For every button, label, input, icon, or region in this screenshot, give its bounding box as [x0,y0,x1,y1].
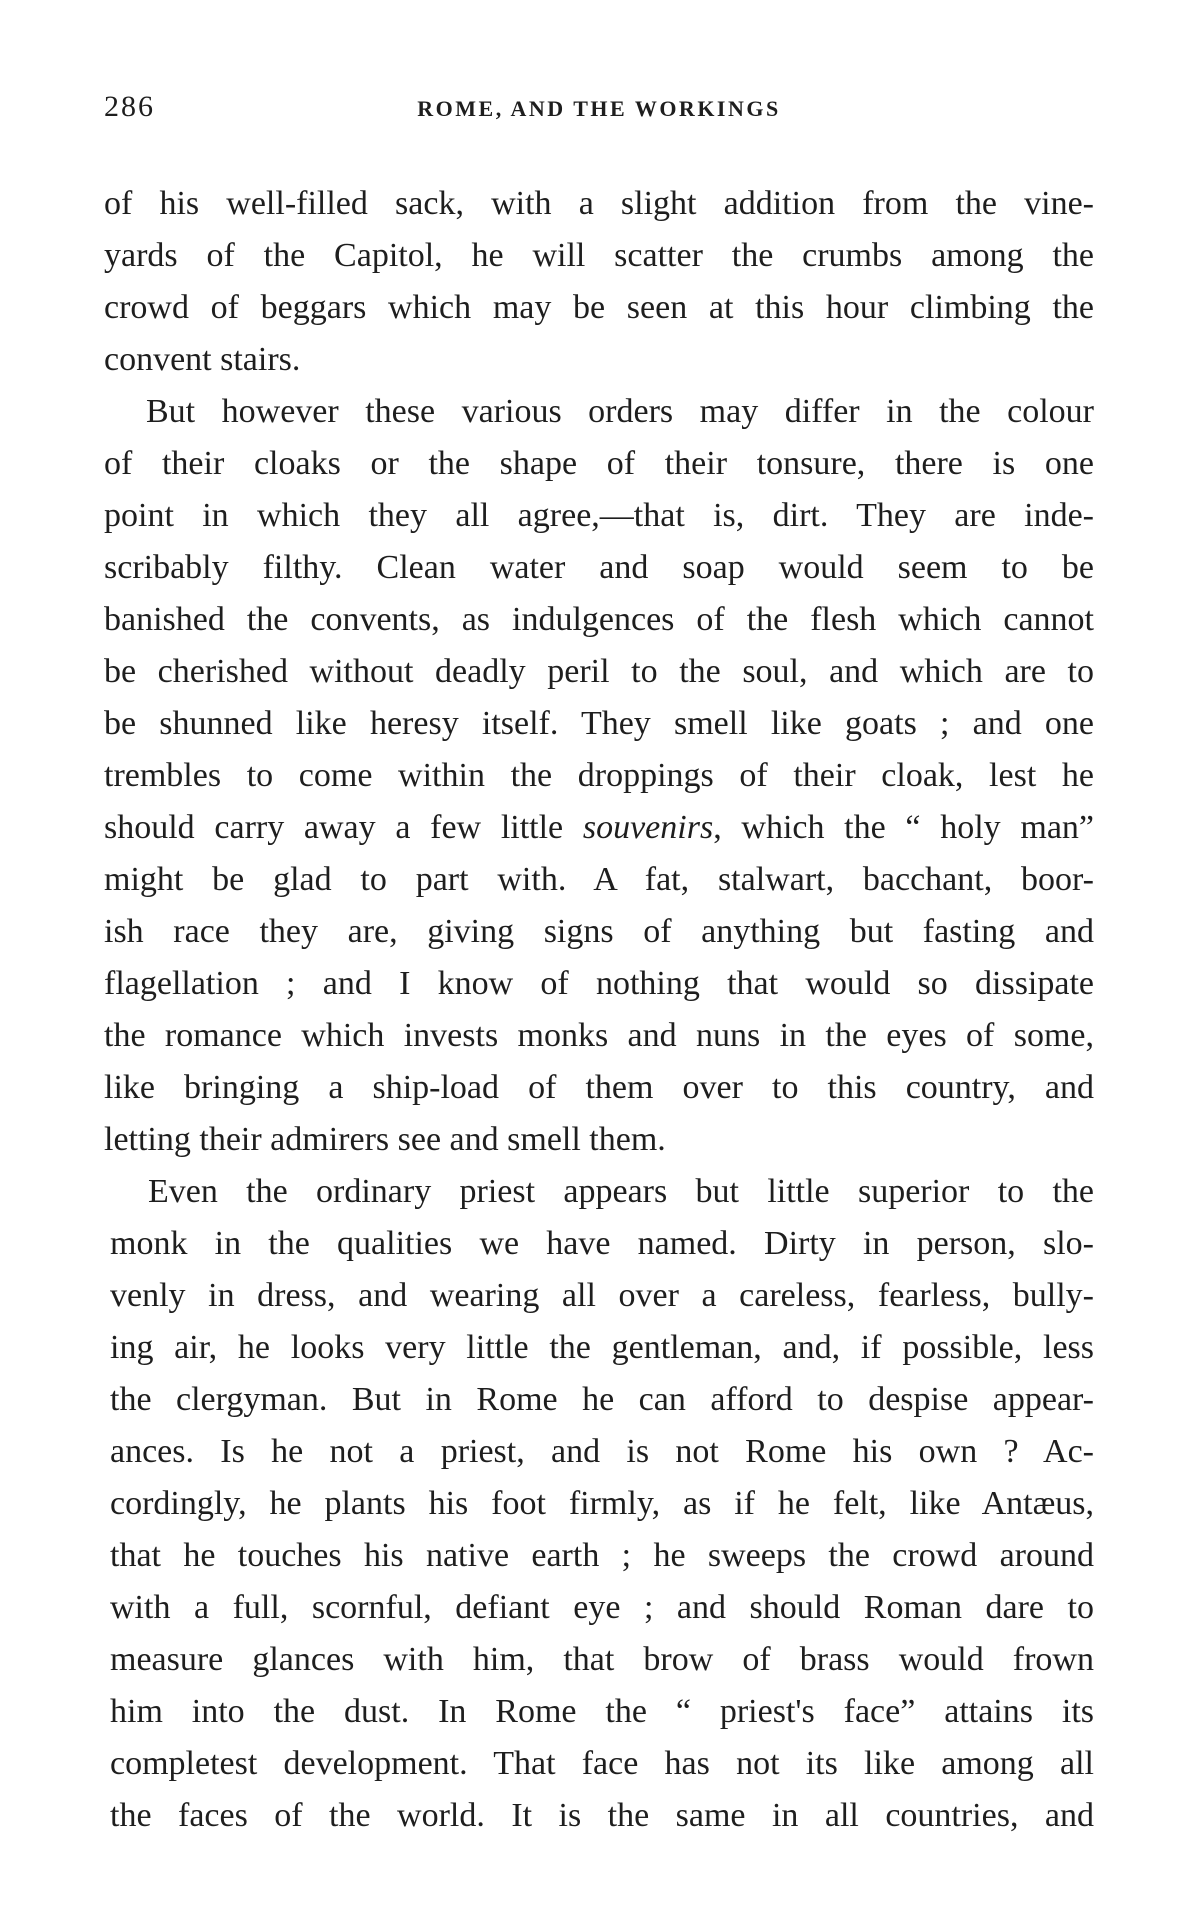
text-line: of their cloaks or the shape of their tonsure, there is one [104,445,1094,482]
text-line: banished the convents, as indulgences of the flesh which cannot [104,601,1094,638]
text-line: with a full, scornful, defiant eye ; and should Roman dare to [110,1589,1094,1626]
text-line: convent stairs. [104,341,301,378]
text-line: venly in dress, and wearing all over a careless, fearless, bully- [110,1277,1094,1314]
text-line: him into the dust. In Rome the “ priest's face” attains its [110,1693,1094,1730]
paragraph-first-line: But however these various orders may differ in the colour [146,393,1094,430]
page-number: 286 [104,90,155,123]
text-line: ances. Is he not a priest, and is not Rome his own ? Ac- [110,1433,1094,1470]
text-line: completest development. That face has not its like among all [110,1745,1094,1782]
text-line: trembles to come within the droppings of their cloak, lest he [104,757,1094,794]
text-line: be cherished without deadly peril to the soul, and which are to [104,653,1094,690]
text-line: point in which they all agree,—that is, dirt. They are inde- [104,497,1094,534]
text-line: cordingly, he plants his foot firmly, as if he felt, like Antæus, [110,1485,1094,1522]
text-line: the faces of the world. It is the same in all countries, and [110,1797,1094,1834]
text-line: ish race they are, giving signs of anything but fasting and [104,913,1094,950]
text-line: measure glances with him, that brow of brass would frown [110,1641,1094,1678]
text-line: be shunned like heresy itself. They smell like goats ; and one [104,705,1094,742]
text-line-with-italic [104,802,1094,854]
running-title: ROME, AND THE WORKINGS [417,96,781,121]
running-head [104,90,1094,130]
text-segment: should carry away a few little [104,809,583,846]
text-line: yards of the Capitol, he will scatter the crumbs among the [104,237,1094,274]
italic-word: souvenirs [582,809,714,846]
paragraph-first-line: Even the ordinary priest appears but little superior to the [148,1173,1094,1210]
text-line: monk in the qualities we have named. Dirty in person, slo- [110,1225,1094,1262]
text-line: that he touches his native earth ; he sweeps the crowd around [110,1537,1094,1574]
text-line: ing air, he looks very little the gentleman, and, if possible, less [110,1329,1094,1366]
text-line: scribably filthy. Clean water and soap would seem to be [104,549,1094,586]
text-line: crowd of beggars which may be seen at this hour climbing the [104,289,1094,326]
text-line: might be glad to part with. A fat, stalwart, bacchant, boor- [104,861,1094,898]
text-line: the clergyman. But in Rome he can afford to despise appear- [110,1381,1094,1418]
text-line: like bringing a ship-load of them over to this country, and [104,1069,1094,1106]
text-line: of his well-filled sack, with a slight addition from the vine- [104,185,1094,222]
text-line: letting their admirers see and smell them. [104,1121,666,1158]
text-segment: , which the “ holy man” [713,809,1095,846]
body-text [104,178,1094,1842]
text-line: flagellation ; and I know of nothing that would so dissipate [104,965,1094,1002]
text-line: the romance which invests monks and nuns in the eyes of some, [104,1017,1094,1054]
